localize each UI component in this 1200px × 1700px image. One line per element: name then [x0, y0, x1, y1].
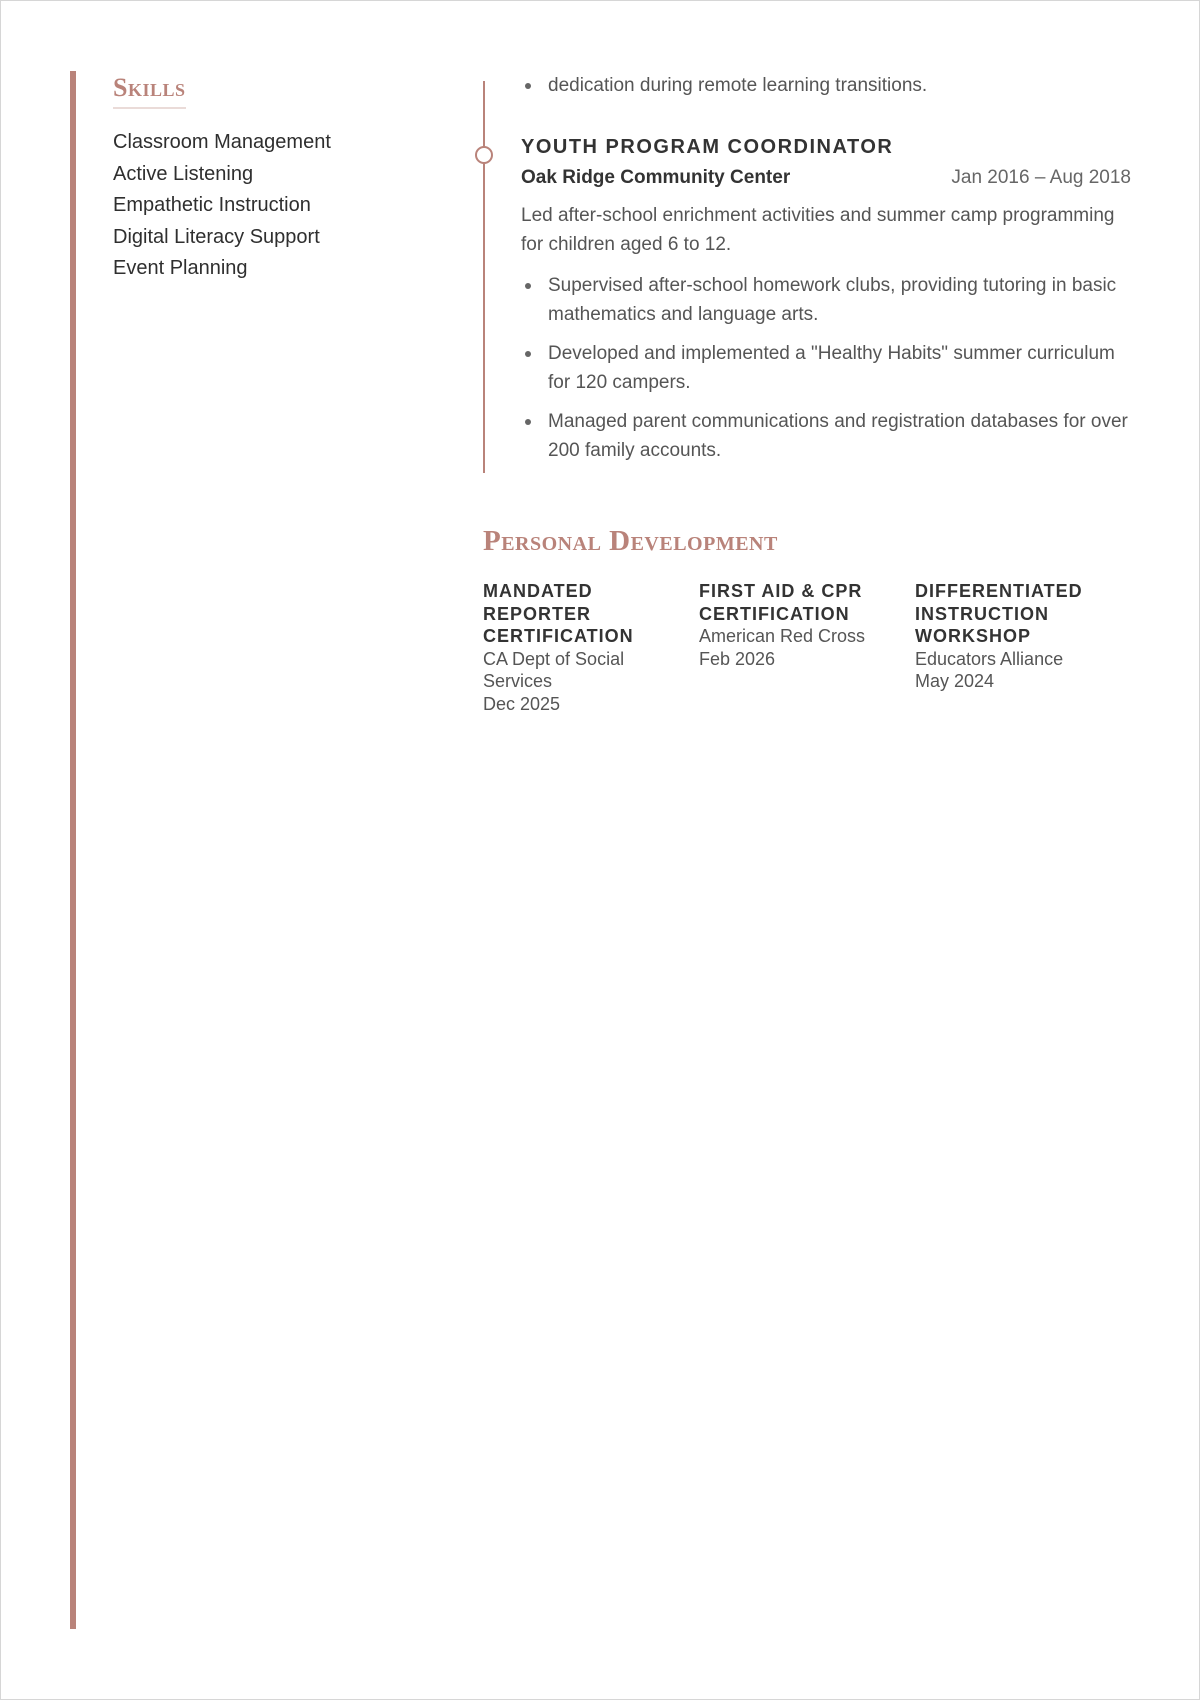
skill-item: Digital Literacy Support — [113, 225, 320, 248]
bullet-item: Managed parent communications and registration databases for over 200 family accounts. — [521, 407, 1131, 465]
bullet-item: Developed and implemented a "Healthy Habits" summer curriculum for 120 campers. — [521, 339, 1131, 397]
certification-card — [699, 580, 915, 715]
certifications-row — [483, 580, 1131, 715]
main-column — [483, 71, 1131, 715]
skills-list — [113, 127, 443, 285]
certification-name: MANDATED REPORTER CERTIFICATION — [483, 581, 634, 646]
certification-date: Dec 2025 — [483, 693, 561, 714]
bullet-item: dedication during remote learning transitions. — [521, 71, 1131, 100]
sidebar — [113, 73, 443, 285]
job-bullets — [521, 271, 1131, 465]
job-title: YOUTH PROGRAM COORDINATOR — [521, 136, 894, 158]
certification-issuer: Educators Alliance — [915, 648, 1064, 669]
certification-card — [915, 580, 1131, 715]
personal-development-heading: Personal Development — [483, 525, 778, 557]
certification-date: May 2024 — [915, 671, 995, 691]
left-accent-rule — [70, 71, 76, 1629]
certification-issuer: American Red Cross — [699, 626, 866, 646]
certification-name: FIRST AID & CPR CERTIFICATION — [699, 581, 863, 624]
skill-item: Classroom Management — [113, 131, 331, 153]
previous-job-bullets — [521, 71, 1131, 100]
timeline-dot-icon — [475, 146, 493, 164]
skill-item: Event Planning — [113, 257, 248, 279]
skills-heading: Skills — [113, 73, 186, 109]
certification-name: DIFFERENTIATED INSTRUCTION WORKSHOP — [915, 581, 1083, 646]
certification-issuer: CA Dept of Social Services — [483, 648, 625, 691]
job-dates: Jan 2016 – Aug 2018 — [951, 167, 1131, 188]
timeline-line — [483, 81, 485, 473]
job-organization: Oak Ridge Community Center — [521, 167, 791, 188]
certification-date: Feb 2026 — [699, 648, 776, 669]
skill-item: Active Listening — [113, 162, 254, 185]
job-meta — [521, 167, 1131, 189]
skill-item: Empathetic Instruction — [113, 194, 311, 216]
job-description: Led after-school enrichment activities and summer camp programming for children aged 6 to 12. — [521, 205, 1115, 255]
experience-timeline — [483, 71, 1131, 481]
bullet-item: Supervised after-school homework clubs, providing tutoring in basic mathematics and language arts. — [521, 271, 1131, 329]
certification-card — [483, 580, 699, 715]
